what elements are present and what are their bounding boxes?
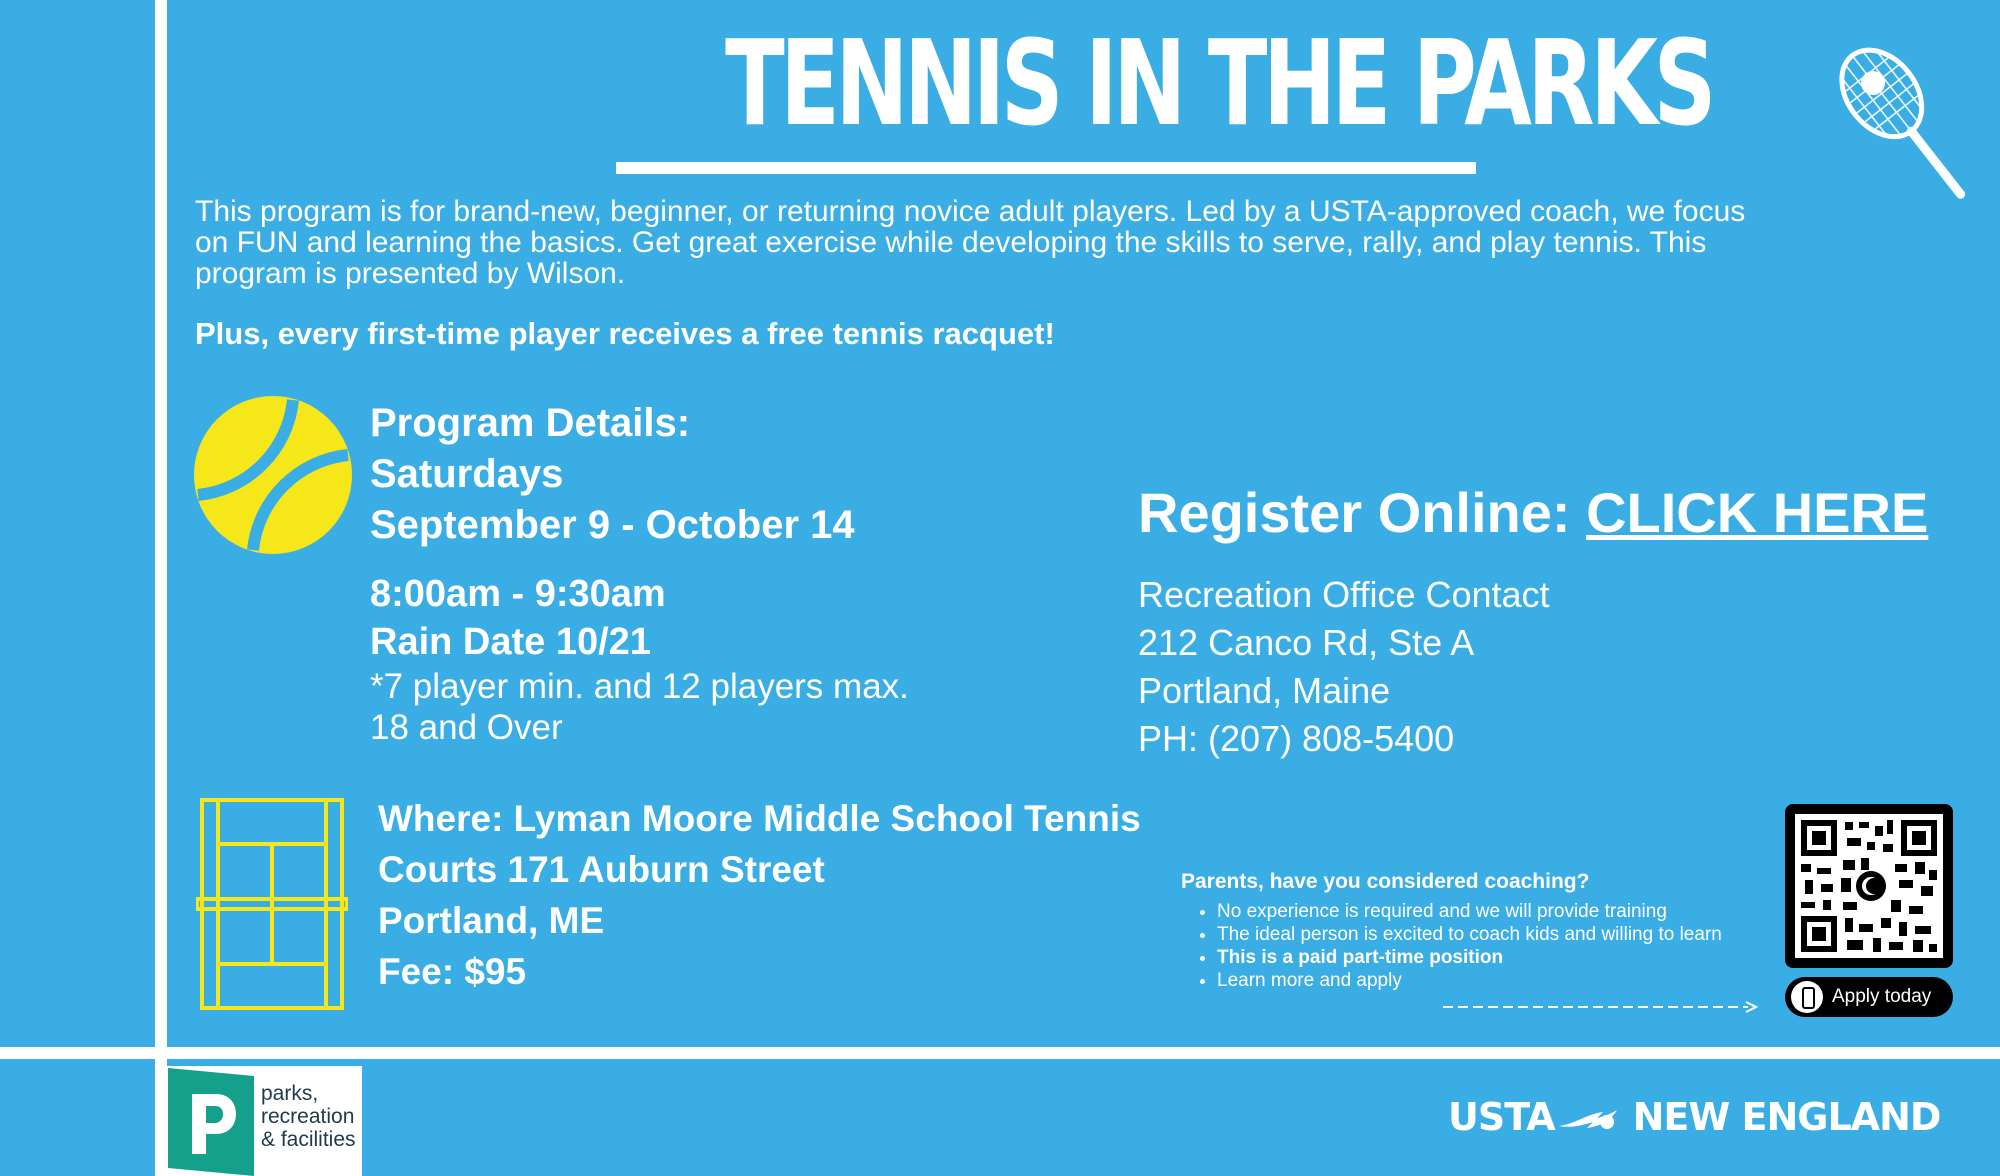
divider-horizontal — [0, 1047, 2000, 1059]
usta-logo — [1448, 1095, 1940, 1139]
register-link[interactable]: CLICK HERE — [1586, 481, 1929, 544]
coaching-callout — [1181, 870, 1781, 992]
title-underline — [616, 162, 1476, 174]
contact-address: 212 Canco Rd, Ste A — [1138, 622, 1475, 663]
coaching-item: • Learn more and apply — [1217, 969, 1781, 992]
rain-date: Rain Date 10/21 — [370, 621, 651, 663]
apply-today-label: Apply today — [1832, 986, 1932, 1007]
register-label: Register Online: — [1138, 481, 1587, 544]
dashed-arrow-icon — [1443, 1001, 1758, 1013]
free-racquet-note: Plus, every first-time player receives a free tennis racquet! — [195, 316, 1055, 351]
program-times — [370, 570, 666, 666]
usta-wordmark: USTA — [1448, 1095, 1555, 1139]
qr-code[interactable] — [1785, 804, 1953, 968]
coaching-item: • The ideal person is excited to coach kids and willing to learn — [1217, 923, 1781, 946]
phone-icon — [1791, 981, 1823, 1013]
parks-logo-text: parks, recreation & facilities — [261, 1082, 356, 1151]
usta-swoosh-icon — [1557, 1106, 1619, 1134]
age-requirement: 18 and Over — [370, 708, 563, 747]
register-online — [1138, 480, 1928, 545]
contact-info — [1138, 571, 1550, 763]
tennis-court-icon — [196, 797, 348, 1011]
contact-title: Recreation Office Contact — [1138, 574, 1550, 615]
player-limits: *7 player min. and 12 players max. — [370, 667, 909, 706]
usta-region: NEW ENGLAND — [1632, 1095, 1941, 1139]
tennis-racquet-icon — [1825, 35, 1965, 225]
apply-today-button[interactable] — [1785, 977, 1953, 1017]
program-heading: Program Details: — [370, 401, 691, 445]
coaching-heading: Parents, have you considered coaching? — [1181, 870, 1590, 893]
location-line2: Courts 171 Auburn Street — [378, 849, 825, 890]
contact-city: Portland, Maine — [1138, 670, 1391, 711]
location-info — [378, 793, 1141, 997]
program-time: 8:00am - 9:30am — [370, 573, 666, 615]
coaching-item: • No experience is required and we will provide training — [1217, 900, 1781, 923]
divider-vertical — [155, 0, 167, 1176]
program-fee: Fee: $95 — [378, 951, 527, 992]
page-title: TENNIS IN THE PARKS — [725, 14, 1712, 152]
program-day: Saturdays — [370, 452, 564, 496]
tennis-ball-icon — [193, 395, 353, 555]
location-city: Portland, ME — [378, 900, 605, 941]
parks-p-icon — [168, 1068, 254, 1176]
coaching-list — [1181, 900, 1781, 992]
qr-code-pattern — [1795, 814, 1943, 958]
intro-text: This program is for brand-new, beginner, or returning novice adult players. Led by a USTA-approved coach, we focus on FUN and learning the basics. Get great exercise while developing the skills to serve, rally, and play tennis. This program is presented by Wilson. — [195, 195, 1746, 290]
coaching-item: • This is a paid part-time position — [1217, 946, 1781, 969]
contact-phone: PH: (207) 808-5400 — [1138, 718, 1455, 759]
program-dates: September 9 - October 14 — [370, 503, 855, 547]
location-line1: Where: Lyman Moore Middle School Tennis — [378, 798, 1141, 839]
parks-logo — [165, 1066, 362, 1176]
program-details — [370, 398, 855, 551]
program-notes — [370, 666, 909, 748]
